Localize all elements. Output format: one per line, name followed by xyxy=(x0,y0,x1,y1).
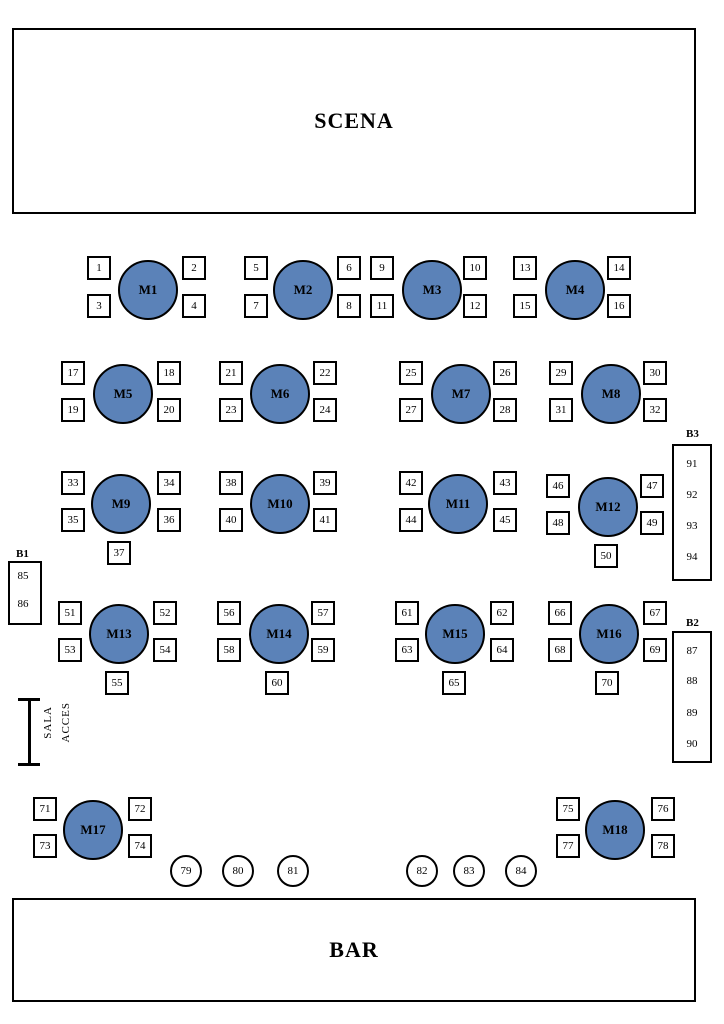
seat[interactable]: 62 xyxy=(490,601,514,625)
seat[interactable]: 74 xyxy=(128,834,152,858)
bench-seat[interactable]: 92 xyxy=(686,489,698,501)
access-bar-bottom xyxy=(18,763,40,766)
seat[interactable]: 33 xyxy=(61,471,85,495)
seat[interactable]: 83 xyxy=(453,855,485,887)
bench-seat[interactable]: 86 xyxy=(17,598,29,610)
seat[interactable]: 2 xyxy=(182,256,206,280)
seat[interactable]: 68 xyxy=(548,638,572,662)
seat[interactable]: 13 xyxy=(513,256,537,280)
seat[interactable]: 56 xyxy=(217,601,241,625)
seat[interactable]: 29 xyxy=(549,361,573,385)
seat[interactable]: 25 xyxy=(399,361,423,385)
seat[interactable]: 67 xyxy=(643,601,667,625)
seat[interactable]: 75 xyxy=(556,797,580,821)
seat[interactable]: 72 xyxy=(128,797,152,821)
seat[interactable]: 5 xyxy=(244,256,268,280)
table-m18[interactable]: M18 xyxy=(585,800,645,860)
bench-seat[interactable]: 85 xyxy=(17,570,29,582)
seat[interactable]: 16 xyxy=(607,294,631,318)
bench-seat[interactable]: 88 xyxy=(686,675,698,687)
seat[interactable]: 40 xyxy=(219,508,243,532)
table-m17[interactable]: M17 xyxy=(63,800,123,860)
access-bar-line xyxy=(28,698,31,766)
seat[interactable]: 46 xyxy=(546,474,570,498)
table-m9[interactable]: M9 xyxy=(91,474,151,534)
seat[interactable]: 42 xyxy=(399,471,423,495)
seat[interactable]: 73 xyxy=(33,834,57,858)
seat[interactable]: 24 xyxy=(313,398,337,422)
seat[interactable]: 49 xyxy=(640,511,664,535)
seat[interactable]: 30 xyxy=(643,361,667,385)
zone-scena: SCENA xyxy=(12,28,696,214)
bench-seat[interactable]: 94 xyxy=(686,551,698,563)
seat[interactable]: 58 xyxy=(217,638,241,662)
seat[interactable]: 48 xyxy=(546,511,570,535)
seat[interactable]: 43 xyxy=(493,471,517,495)
seat[interactable]: 69 xyxy=(643,638,667,662)
seat[interactable]: 70 xyxy=(595,671,619,695)
seat[interactable]: 4 xyxy=(182,294,206,318)
seat[interactable]: 47 xyxy=(640,474,664,498)
bench-seat[interactable]: 87 xyxy=(686,645,698,657)
seat[interactable]: 17 xyxy=(61,361,85,385)
seat[interactable]: 59 xyxy=(311,638,335,662)
seat[interactable]: 63 xyxy=(395,638,419,662)
table-m1[interactable]: M1 xyxy=(118,260,178,320)
table-m3[interactable]: M3 xyxy=(402,260,462,320)
seat[interactable]: 39 xyxy=(313,471,337,495)
bench-seat[interactable]: 89 xyxy=(686,707,698,719)
seat[interactable]: 20 xyxy=(157,398,181,422)
seat[interactable]: 81 xyxy=(277,855,309,887)
table-m15[interactable]: M15 xyxy=(425,604,485,664)
bench-label-b2: B2 xyxy=(686,617,699,629)
bench-seat[interactable]: 90 xyxy=(686,738,698,750)
seat[interactable]: 44 xyxy=(399,508,423,532)
seat[interactable]: 23 xyxy=(219,398,243,422)
table-m14[interactable]: M14 xyxy=(249,604,309,664)
seat[interactable]: 84 xyxy=(505,855,537,887)
seat[interactable]: 50 xyxy=(594,544,618,568)
seat[interactable]: 82 xyxy=(406,855,438,887)
seat[interactable]: 55 xyxy=(105,671,129,695)
table-m8[interactable]: M8 xyxy=(581,364,641,424)
seat[interactable]: 1 xyxy=(87,256,111,280)
bench-seat[interactable]: 91 xyxy=(686,458,698,470)
seat[interactable]: 41 xyxy=(313,508,337,532)
access-label-sala: SALA xyxy=(42,706,54,739)
table-m5[interactable]: M5 xyxy=(93,364,153,424)
seat[interactable]: 31 xyxy=(549,398,573,422)
seat[interactable]: 45 xyxy=(493,508,517,532)
table-m2[interactable]: M2 xyxy=(273,260,333,320)
table-m16[interactable]: M16 xyxy=(579,604,639,664)
seat[interactable]: 35 xyxy=(61,508,85,532)
seat[interactable]: 80 xyxy=(222,855,254,887)
seat[interactable]: 51 xyxy=(58,601,82,625)
zone-bar: BAR xyxy=(12,898,696,1002)
seat[interactable]: 18 xyxy=(157,361,181,385)
table-m6[interactable]: M6 xyxy=(250,364,310,424)
seat[interactable]: 57 xyxy=(311,601,335,625)
bench-seat[interactable]: 93 xyxy=(686,520,698,532)
seat[interactable]: 38 xyxy=(219,471,243,495)
seat[interactable]: 71 xyxy=(33,797,57,821)
seat[interactable]: 22 xyxy=(313,361,337,385)
seat[interactable]: 53 xyxy=(58,638,82,662)
seat[interactable]: 52 xyxy=(153,601,177,625)
table-m12[interactable]: M12 xyxy=(578,477,638,537)
table-m13[interactable]: M13 xyxy=(89,604,149,664)
seat[interactable]: 37 xyxy=(107,541,131,565)
seat[interactable]: 12 xyxy=(463,294,487,318)
seat[interactable]: 27 xyxy=(399,398,423,422)
table-m4[interactable]: M4 xyxy=(545,260,605,320)
seat[interactable]: 21 xyxy=(219,361,243,385)
seat[interactable]: 9 xyxy=(370,256,394,280)
seat[interactable]: 78 xyxy=(651,834,675,858)
seat[interactable]: 28 xyxy=(493,398,517,422)
seat[interactable]: 11 xyxy=(370,294,394,318)
seat[interactable]: 66 xyxy=(548,601,572,625)
access-label-acces: ACCES xyxy=(60,702,72,743)
seat[interactable]: 34 xyxy=(157,471,181,495)
seat[interactable]: 14 xyxy=(607,256,631,280)
seat[interactable]: 77 xyxy=(556,834,580,858)
seat[interactable]: 54 xyxy=(153,638,177,662)
seat[interactable]: 64 xyxy=(490,638,514,662)
table-m10[interactable]: M10 xyxy=(250,474,310,534)
seat[interactable]: 76 xyxy=(651,797,675,821)
seat[interactable]: 36 xyxy=(157,508,181,532)
seat[interactable]: 32 xyxy=(643,398,667,422)
seat[interactable]: 6 xyxy=(337,256,361,280)
table-m7[interactable]: M7 xyxy=(431,364,491,424)
seat[interactable]: 3 xyxy=(87,294,111,318)
seat[interactable]: 7 xyxy=(244,294,268,318)
seat[interactable]: 61 xyxy=(395,601,419,625)
seat[interactable]: 8 xyxy=(337,294,361,318)
seat[interactable]: 15 xyxy=(513,294,537,318)
seat[interactable]: 60 xyxy=(265,671,289,695)
bench-label-b1: B1 xyxy=(16,548,29,560)
bench-label-b3: B3 xyxy=(686,428,699,440)
seat[interactable]: 26 xyxy=(493,361,517,385)
seat[interactable]: 19 xyxy=(61,398,85,422)
seat[interactable]: 79 xyxy=(170,855,202,887)
table-m11[interactable]: M11 xyxy=(428,474,488,534)
seat[interactable]: 10 xyxy=(463,256,487,280)
seat[interactable]: 65 xyxy=(442,671,466,695)
